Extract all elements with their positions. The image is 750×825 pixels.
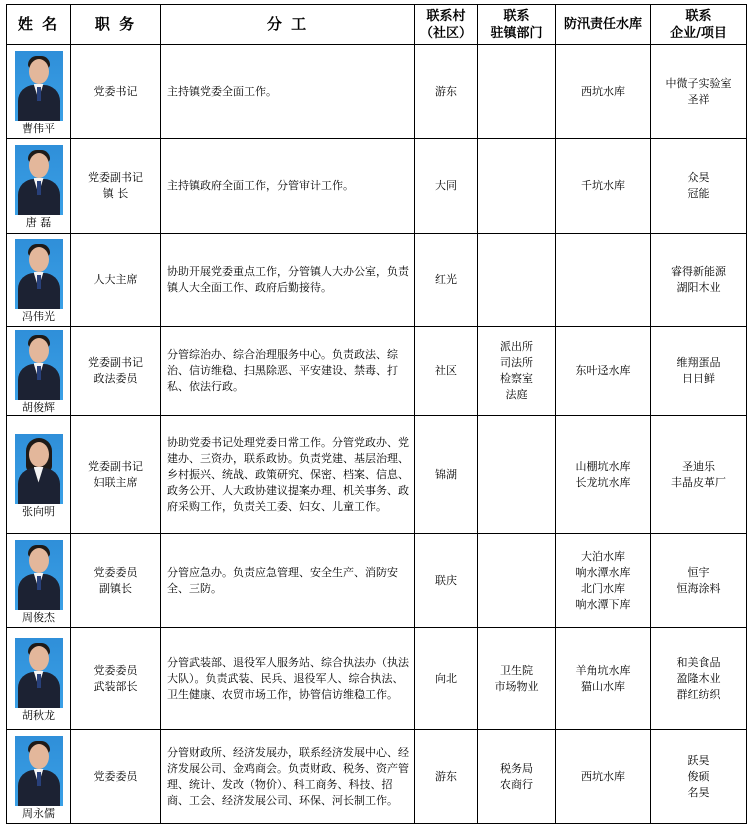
- village-cell: 社区: [415, 327, 478, 416]
- reservoir-line: 大泊水库: [581, 549, 625, 563]
- reservoir-cell: [556, 45, 651, 139]
- table-row: [7, 416, 747, 534]
- reservoir-cell: [556, 534, 651, 628]
- header-row: [7, 5, 747, 45]
- title-line: 党委副书记: [88, 171, 143, 184]
- reservoir-line: 响水潭水库: [575, 565, 631, 579]
- title-cell: [71, 327, 161, 416]
- company-line: 和美食品: [676, 655, 721, 669]
- reservoir-line: 长龙坑水库: [575, 475, 631, 489]
- reservoir-line: 羊角坑水库: [575, 663, 631, 677]
- portrait-male-icon: [15, 239, 63, 309]
- header-village: [415, 5, 478, 45]
- header-village-line2: （社区）: [419, 25, 472, 41]
- reservoir-line: 千坑水库: [581, 179, 625, 192]
- title-line: 人大主席: [93, 273, 138, 286]
- title-line: 党委副书记: [88, 459, 143, 473]
- person-cell: [7, 628, 71, 730]
- person-name: 张向明: [22, 504, 55, 518]
- header-dept-line1: 联系: [503, 8, 530, 24]
- person-name: 周俊杰: [22, 610, 55, 624]
- dept-line: 检察室: [500, 372, 533, 385]
- portrait-male-icon: [15, 638, 63, 708]
- duty-cell: 分管应急办。负责应急管理、安全生产、消防安全、三防。: [161, 534, 415, 628]
- company-line: 跃昊: [687, 753, 710, 767]
- title-cell: [71, 730, 161, 824]
- reservoir-cell: [556, 628, 651, 730]
- company-line: 群红纺织: [676, 687, 721, 701]
- reservoir-cell: [556, 234, 651, 327]
- reservoir-line: 西坑水库: [581, 84, 625, 98]
- person-name: 胡秋龙: [22, 708, 55, 722]
- portrait-male-icon: [15, 540, 63, 610]
- company-line: 维翔蛋品: [676, 356, 721, 369]
- dept-cell: [478, 234, 556, 327]
- village-cell: 红光: [415, 234, 478, 327]
- table-row: [7, 327, 747, 416]
- header-company-line1: 联系: [685, 8, 712, 24]
- dept-line: 市场物业: [494, 679, 539, 693]
- duty-cell: 主持镇政府全面工作，分管审计工作。: [161, 139, 415, 234]
- person-cell: [7, 416, 71, 534]
- dept-line: 税务局: [500, 761, 533, 775]
- title-line: 副镇长: [99, 581, 132, 595]
- header-name: 姓 名: [7, 5, 71, 45]
- reservoir-line: 响水潭下库: [575, 597, 631, 611]
- company-line: 盈隆木业: [676, 671, 721, 685]
- person-name: 周永儒: [22, 806, 55, 820]
- reservoir-cell: [556, 139, 651, 234]
- reservoir-line: 猫山水库: [581, 679, 625, 693]
- title-line: 党委委员: [93, 769, 138, 783]
- title-line: 党委书记: [93, 84, 138, 98]
- duty-cell: 协助党委书记处理党委日常工作。分管党政办、党建办、三资办，联系政协。负责党建、基层治理、乡村振兴、统战、政策研究、保密、档案、信息、政务公开、人大政协建议提案办理、机关事务、政府采购工作，负责关工委、妇女、儿童工作。: [161, 416, 415, 534]
- duty-cell: 主持镇党委全面工作。: [161, 45, 415, 139]
- title-cell: [71, 139, 161, 234]
- dept-cell: [478, 139, 556, 234]
- dept-line: 司法所: [500, 356, 533, 369]
- title-line: 妇联主席: [93, 475, 138, 489]
- person-name: 冯伟光: [22, 310, 55, 323]
- header-dept-line2: 驻镇部门: [490, 25, 543, 41]
- roster-body: [7, 45, 747, 824]
- title-line: 武装部长: [93, 679, 138, 693]
- portrait-male-icon: [15, 330, 63, 400]
- company-cell: [651, 139, 747, 234]
- table-row: [7, 45, 747, 139]
- company-line: 圣迪乐: [682, 459, 715, 473]
- duty-cell: 协助开展党委重点工作，分管镇人大办公室，负责镇人大全面工作、政府后勤接待。: [161, 234, 415, 327]
- village-cell: 联庆: [415, 534, 478, 628]
- village-cell: 游东: [415, 45, 478, 139]
- dept-cell: [478, 45, 556, 139]
- dept-cell: [478, 534, 556, 628]
- portrait-female-icon: [15, 434, 63, 504]
- duty-cell: 分管综治办、综合治理服务中心。负责政法、综治、信访维稳、扫黑除恶、平安建设、禁毒、打私、依法行政。: [161, 327, 415, 416]
- header-reservoir: 防汛责任水库: [556, 5, 651, 45]
- reservoir-line: 山棚坑水库: [575, 459, 631, 473]
- title-line: 党委副书记: [88, 356, 143, 369]
- title-cell: [71, 534, 161, 628]
- portrait-male-icon: [15, 736, 63, 806]
- person-cell: [7, 45, 71, 139]
- dept-line: 派出所: [500, 340, 533, 353]
- company-cell: [651, 534, 747, 628]
- company-line: 睿得新能源: [671, 265, 726, 278]
- person-cell: [7, 534, 71, 628]
- header-duty: 分 工: [161, 5, 415, 45]
- table-row: [7, 234, 747, 327]
- person-cell: [7, 730, 71, 824]
- dept-cell: [478, 327, 556, 416]
- reservoir-line: 西坑水库: [581, 769, 625, 783]
- dept-cell: [478, 628, 556, 730]
- village-cell: 锦湖: [415, 416, 478, 534]
- company-cell: [651, 327, 747, 416]
- header-village-line1: 联系村: [426, 8, 466, 24]
- duty-cell: 分管武装部、退役军人服务站、综合执法办（执法大队）。负责武装、民兵、退役军人、综合执法、卫生健康、农贸市场工作，协管信访维稳工作。: [161, 628, 415, 730]
- company-line: 湖阳木业: [676, 281, 721, 294]
- dept-line: 农商行: [500, 777, 533, 791]
- company-line: 中微子实验室: [665, 76, 732, 90]
- title-cell: [71, 234, 161, 327]
- title-cell: [71, 416, 161, 534]
- company-cell: [651, 730, 747, 824]
- reservoir-cell: [556, 730, 651, 824]
- reservoir-cell: [556, 416, 651, 534]
- company-line: 俊硕: [687, 769, 710, 783]
- person-name: 曹伟平: [22, 121, 55, 135]
- dept-line: 法庭: [505, 388, 528, 401]
- reservoir-line: 北门水库: [581, 581, 625, 595]
- person-name: 唐 磊: [25, 216, 52, 229]
- title-line: 党委委员: [93, 663, 138, 677]
- company-line: 众昊: [687, 171, 710, 184]
- company-cell: [651, 628, 747, 730]
- header-company-line2: 企业/项目: [670, 25, 727, 41]
- header-dept: [478, 5, 556, 45]
- village-cell: 游东: [415, 730, 478, 824]
- portrait-male-icon: [15, 51, 63, 121]
- reservoir-line: 东叶迳水库: [575, 364, 631, 377]
- company-line: 恒宇: [687, 565, 710, 579]
- duty-cell: 分管财政所、经济发展办，联系经济发展中心、经济发展公司、金鸡商会。负责财政、税务、资产管理、统计、发改（物价）、科工商务、科技、招商、工会、经济发展公司、环保、河长制工作。: [161, 730, 415, 824]
- company-line: 冠能: [687, 187, 710, 200]
- title-line: 党委委员: [93, 565, 138, 579]
- person-cell: [7, 234, 71, 327]
- company-line: 日日鲜: [682, 372, 715, 385]
- table-row: [7, 139, 747, 234]
- company-cell: [651, 234, 747, 327]
- dept-cell: [478, 730, 556, 824]
- company-line: 名昊: [687, 785, 710, 799]
- company-line: 圣祥: [687, 92, 710, 106]
- portrait-male-icon: [15, 145, 63, 215]
- village-cell: 大同: [415, 139, 478, 234]
- dept-cell: [478, 416, 556, 534]
- company-cell: [651, 416, 747, 534]
- table-row: [7, 730, 747, 824]
- title-line: 政法委员: [93, 372, 138, 385]
- person-cell: [7, 139, 71, 234]
- table-row: [7, 628, 747, 730]
- village-cell: 向北: [415, 628, 478, 730]
- dept-line: 卫生院: [500, 663, 533, 677]
- title-cell: [71, 628, 161, 730]
- reservoir-cell: [556, 327, 651, 416]
- company-cell: [651, 45, 747, 139]
- person-cell: [7, 327, 71, 416]
- header-company: [651, 5, 747, 45]
- header-title: 职 务: [71, 5, 161, 45]
- title-line: 镇 长: [102, 187, 129, 200]
- title-cell: [71, 45, 161, 139]
- table-row: [7, 534, 747, 628]
- company-line: 丰晶皮革厂: [671, 475, 726, 489]
- company-line: 恒海涂料: [676, 581, 721, 595]
- person-name: 胡俊辉: [22, 401, 55, 414]
- officials-table: [6, 4, 747, 824]
